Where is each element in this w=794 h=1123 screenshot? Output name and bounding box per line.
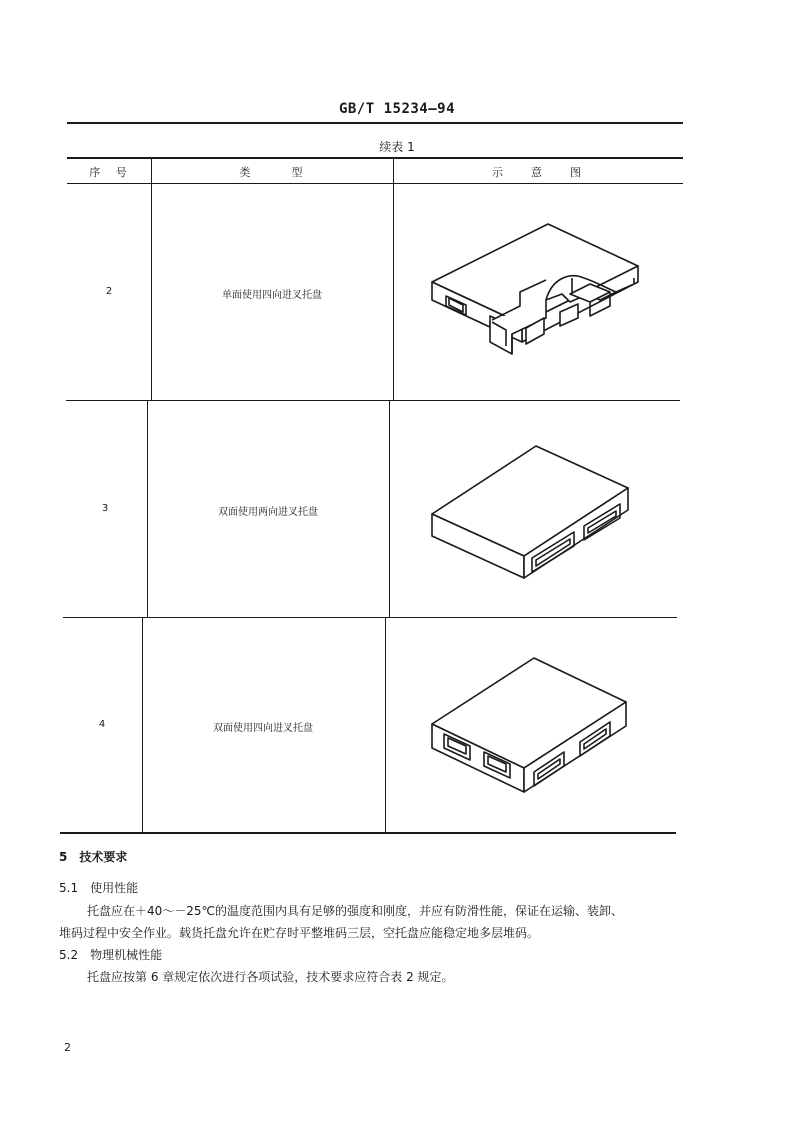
table-bottom-rule: [60, 832, 676, 834]
table-row-rule: [66, 400, 680, 401]
page-number: 2: [64, 1041, 71, 1054]
row-type: 单面使用四向进叉托盘: [222, 290, 322, 301]
double-face-two-way-pallet-icon: [424, 442, 634, 584]
row-type: 双面使用两向进叉托盘: [218, 507, 318, 518]
table-header-rule: [67, 183, 683, 184]
table-row-rule: [63, 617, 677, 618]
double-face-four-way-pallet-icon: [424, 654, 634, 796]
row-number: 2: [105, 286, 113, 297]
table-col-rule: [151, 157, 152, 400]
row-number: 3: [101, 503, 109, 514]
paragraph-line: 托盘应按第 6 章规定依次进行各项试验，技术要求应符合表 2 规定。: [87, 970, 454, 984]
table-top-rule: [67, 157, 683, 159]
subsection-heading: 5.1 使用性能: [59, 881, 139, 895]
subsection-heading: 5.2 物理机械性能: [59, 948, 163, 962]
row-number: 4: [98, 719, 106, 730]
table-col-rule: [393, 157, 394, 400]
table-col-rule: [385, 617, 386, 832]
column-header-seq: 序 号: [89, 166, 129, 179]
column-header-diagram: 示 意 图: [492, 166, 583, 179]
section-heading: 5 技术要求: [59, 850, 128, 864]
row-type: 双面使用四向进叉托盘: [213, 723, 313, 734]
table-caption: 续表 1: [379, 140, 415, 154]
standard-code: GB/T 15234—94: [338, 101, 456, 117]
paragraph-line: 托盘应在＋40～－25℃的温度范围内具有足够的强度和刚度，并应有防滑性能，保证在运输、装卸、: [87, 904, 624, 918]
paragraph-line: 堆码过程中安全作业。载货托盘允许在贮存时平整堆码三层，空托盘应能稳定地多层堆码。: [59, 926, 540, 940]
single-face-four-way-pallet-icon: [420, 222, 652, 364]
column-header-type: 类 型: [239, 166, 305, 179]
table-col-rule: [389, 400, 390, 617]
header-rule: [67, 122, 683, 124]
